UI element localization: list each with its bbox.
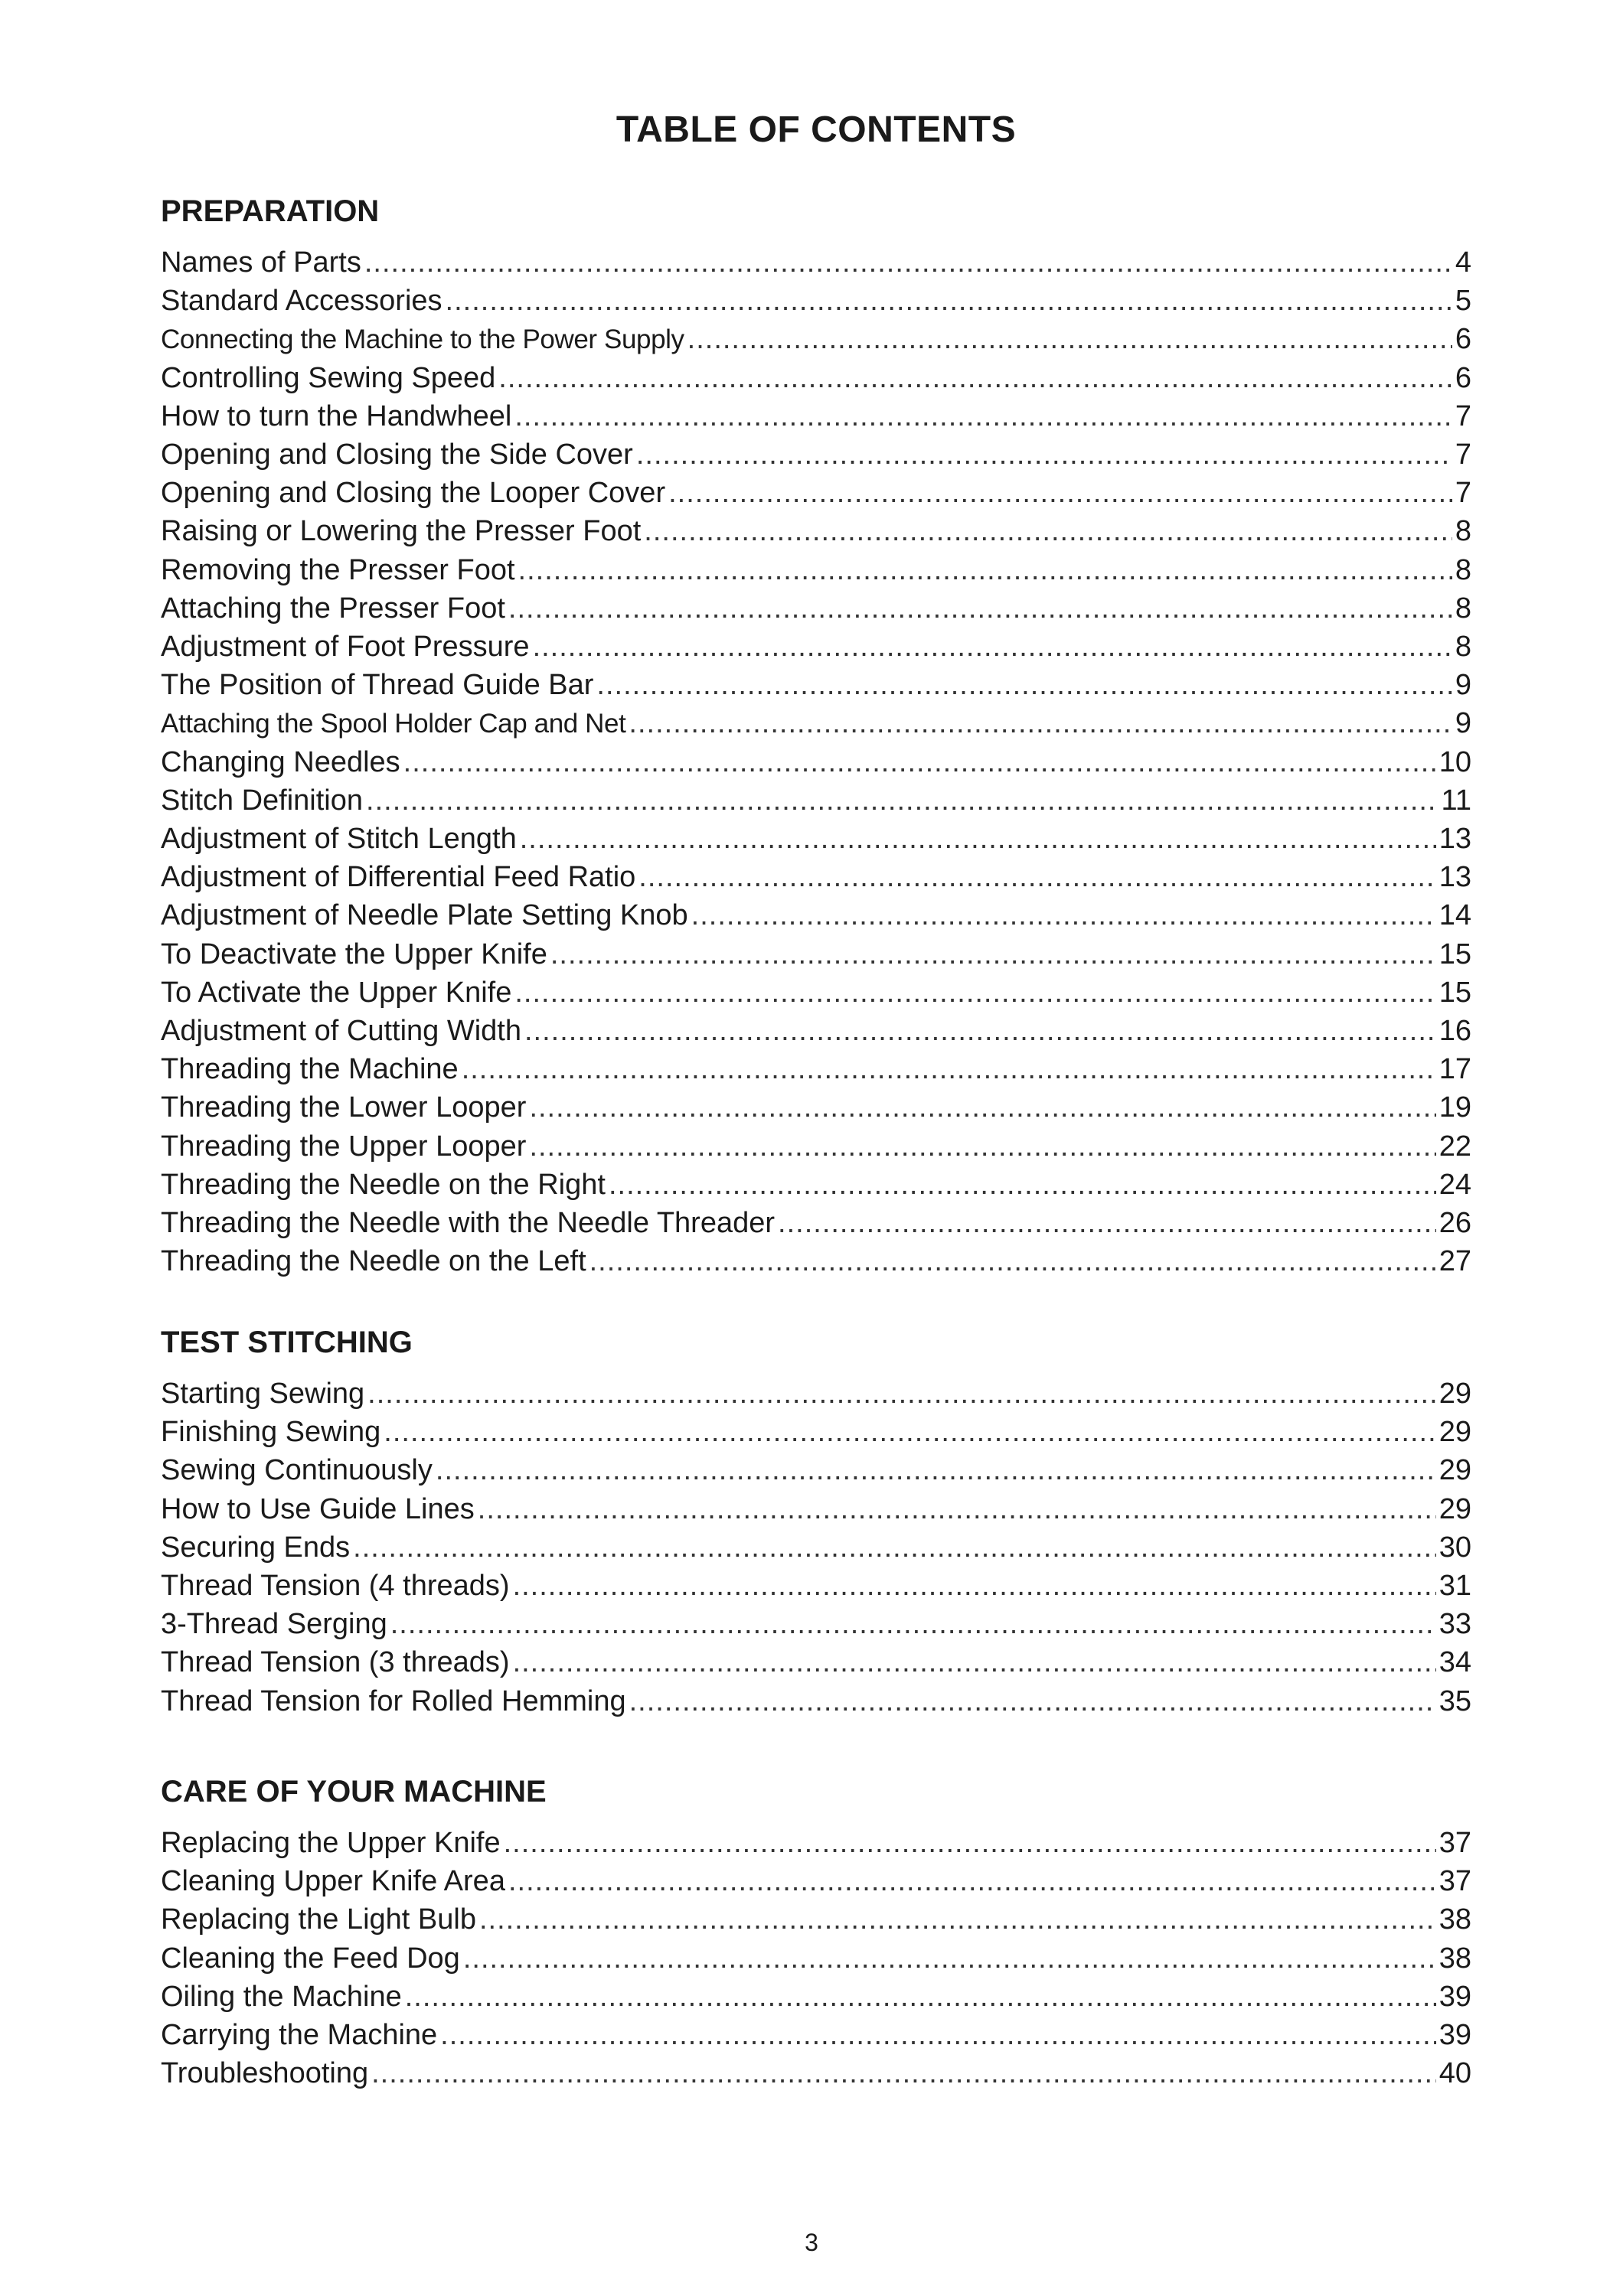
toc-entry-label: Sewing Continuously: [161, 1454, 433, 1487]
toc-entry-label: Finishing Sewing: [161, 1416, 381, 1449]
toc-entry-label: Controlling Sewing Speed: [161, 361, 496, 394]
toc-entry[interactable]: [161, 861, 1471, 899]
toc-entry-label: Cleaning Upper Knife Area: [161, 1865, 505, 1898]
toc-entry-page: 7: [1455, 477, 1471, 510]
dot-leader: [644, 515, 1452, 548]
toc-entry-page: 13: [1438, 861, 1471, 894]
toc-entry[interactable]: [161, 707, 1471, 745]
toc-entry-label: Threading the Lower Looper: [161, 1091, 527, 1124]
dot-leader: [629, 1685, 1436, 1718]
toc-entry[interactable]: [161, 631, 1471, 669]
dot-leader: [367, 1378, 1436, 1411]
toc-entry-label: To Deactivate the Upper Knife: [161, 938, 547, 970]
dot-leader: [589, 1245, 1436, 1278]
toc-entry[interactable]: [161, 823, 1471, 861]
section-heading: TEST STITCHING: [161, 1326, 413, 1359]
toc-entry-page: 30: [1438, 1531, 1471, 1564]
dot-leader: [691, 899, 1436, 932]
toc-entry[interactable]: [161, 1570, 1471, 1608]
toc-entry-label: 3-Thread Serging: [161, 1608, 387, 1641]
dot-leader: [514, 400, 1452, 433]
toc-entry-page: 37: [1438, 1827, 1471, 1859]
toc-entry[interactable]: [161, 439, 1471, 477]
dot-leader: [366, 784, 1438, 817]
toc-entry-page: 26: [1438, 1207, 1471, 1239]
dot-leader: [371, 2057, 1436, 2090]
toc-entry-label: Replacing the Upper Knife: [161, 1827, 501, 1859]
toc-entry-label: Securing Ends: [161, 1531, 351, 1564]
toc-entry-page: 6: [1455, 361, 1471, 394]
toc-entry-page: 15: [1438, 938, 1471, 970]
toc-entry[interactable]: [161, 1245, 1471, 1283]
dot-leader: [478, 1493, 1436, 1526]
dot-leader: [508, 592, 1452, 625]
toc-entry-label: Replacing the Light Bulb: [161, 1903, 476, 1936]
toc-entry-page: 8: [1455, 515, 1471, 548]
toc-entry-page: 27: [1438, 1245, 1471, 1278]
dot-leader: [778, 1207, 1436, 1240]
toc-entry[interactable]: [161, 977, 1471, 1015]
toc-entry[interactable]: [161, 1053, 1471, 1091]
toc-entry[interactable]: [161, 1130, 1471, 1169]
toc-entry-page: 7: [1455, 439, 1471, 471]
toc-entry-page: 8: [1455, 631, 1471, 663]
toc-entry[interactable]: [161, 2057, 1471, 2095]
toc-entry[interactable]: [161, 400, 1471, 439]
dot-leader: [384, 1416, 1435, 1449]
toc-entry-label: Threading the Needle with the Needle Threader: [161, 1207, 776, 1239]
toc-entry[interactable]: [161, 938, 1471, 977]
page-title: TABLE OF CONTENTS: [616, 109, 1017, 150]
toc-entry[interactable]: [161, 592, 1471, 631]
toc-entry[interactable]: [161, 1942, 1471, 1981]
dot-leader: [390, 1608, 1436, 1641]
toc-entry[interactable]: [161, 1015, 1471, 1053]
toc-entry-page: 16: [1438, 1015, 1471, 1047]
toc-entry-page: 34: [1438, 1646, 1471, 1679]
dot-leader: [609, 1169, 1436, 1202]
dot-leader: [514, 977, 1435, 1009]
toc-entry[interactable]: [161, 1608, 1471, 1646]
toc-entry-label: Adjustment of Cutting Width: [161, 1015, 521, 1047]
toc-entry-page: 29: [1438, 1378, 1471, 1410]
toc-entry[interactable]: [161, 362, 1471, 400]
toc-entry[interactable]: [161, 1169, 1471, 1207]
toc-entry[interactable]: [161, 784, 1471, 823]
toc-entry[interactable]: [161, 477, 1471, 515]
toc-entry-page: 38: [1438, 1942, 1471, 1975]
toc-entry[interactable]: [161, 1865, 1471, 1903]
dot-leader: [504, 1827, 1436, 1860]
toc-entry-page: 38: [1438, 1903, 1471, 1936]
toc-entry-label: Stitch Definition: [161, 784, 364, 817]
toc-entry[interactable]: [161, 1685, 1471, 1724]
toc-entry-page: 11: [1441, 784, 1471, 817]
dot-leader: [524, 1015, 1436, 1048]
toc-entry[interactable]: [161, 1207, 1471, 1245]
dot-leader: [687, 323, 1452, 356]
dot-leader: [629, 707, 1452, 740]
toc-entry-page: 40: [1438, 2057, 1471, 2090]
toc-entry-label: Opening and Closing the Side Cover: [161, 439, 633, 471]
toc-entry-page: 9: [1455, 707, 1471, 740]
dot-leader: [520, 823, 1436, 856]
toc-entry[interactable]: [161, 2019, 1471, 2057]
dot-leader: [462, 1053, 1436, 1086]
toc-entry[interactable]: [161, 1531, 1471, 1570]
toc-entry-label: Threading the Upper Looper: [161, 1130, 527, 1163]
dot-leader: [513, 1646, 1436, 1679]
toc-entry-page: 4: [1455, 246, 1471, 279]
dot-leader: [463, 1942, 1436, 1975]
toc-entry-label: Adjustment of Differential Feed Ratio: [161, 861, 636, 894]
toc-entry-label: Changing Needles: [161, 745, 400, 778]
toc-entry[interactable]: [161, 554, 1471, 592]
dot-leader: [638, 861, 1435, 894]
toc-entry-page: 6: [1455, 323, 1471, 356]
page-number: 3: [805, 2229, 818, 2256]
toc-entry-page: 29: [1438, 1416, 1471, 1449]
toc-entry[interactable]: [161, 899, 1471, 938]
toc-entry-page: 17: [1438, 1053, 1471, 1086]
toc-entry-page: 31: [1438, 1570, 1471, 1602]
toc-entry-page: 13: [1438, 823, 1471, 855]
dot-leader: [440, 2019, 1436, 2052]
toc-entry-label: Connecting the Machine to the Power Supply: [161, 325, 684, 355]
toc-entry-page: 7: [1455, 400, 1471, 432]
toc-entry[interactable]: [161, 285, 1471, 323]
toc-entry-page: 22: [1438, 1130, 1471, 1163]
dot-leader: [513, 1570, 1436, 1603]
toc-entry-page: 8: [1455, 553, 1471, 586]
dot-leader: [508, 1865, 1436, 1898]
toc-entry-label: Adjustment of Foot Pressure: [161, 631, 530, 663]
toc-entry-label: Thread Tension (3 threads): [161, 1646, 510, 1679]
toc-entry[interactable]: [161, 1903, 1471, 1942]
toc-entry[interactable]: [161, 1646, 1471, 1684]
toc-entry[interactable]: [161, 746, 1471, 784]
section-heading: PREPARATION: [161, 194, 380, 228]
toc-entry[interactable]: [161, 669, 1471, 707]
toc-entry[interactable]: [161, 1416, 1471, 1454]
toc-entry-page: 14: [1438, 899, 1471, 932]
dot-leader: [529, 1130, 1435, 1163]
dot-leader: [446, 285, 1452, 318]
dot-leader: [405, 1981, 1436, 2014]
toc-entry-label: Adjustment of Stitch Length: [161, 823, 517, 855]
toc-entry-label: Attaching the Spool Holder Cap and Net: [161, 709, 626, 739]
toc-entry-page: 35: [1438, 1684, 1471, 1717]
toc-entry[interactable]: [161, 246, 1471, 285]
toc-entry[interactable]: [161, 1981, 1471, 2019]
dot-leader: [518, 554, 1452, 587]
toc-entry[interactable]: [161, 1493, 1471, 1531]
toc-entry-page: 37: [1438, 1865, 1471, 1898]
dot-leader: [403, 746, 1436, 779]
toc-entry[interactable]: [161, 1378, 1471, 1416]
toc-entry-label: Troubleshooting: [161, 2057, 369, 2090]
toc-entry-label: How to turn the Handwheel: [161, 400, 512, 432]
toc-entry[interactable]: [161, 1827, 1471, 1865]
toc-entry-page: 39: [1438, 2019, 1471, 2051]
toc-entry[interactable]: [161, 1454, 1471, 1492]
toc-entry-page: 5: [1455, 285, 1471, 318]
toc-entry-label: Names of Parts: [161, 246, 361, 279]
toc-entry-label: To Activate the Upper Knife: [161, 976, 512, 1009]
dot-leader: [353, 1531, 1436, 1564]
dot-leader: [550, 938, 1436, 971]
toc-entry-page: 29: [1438, 1454, 1471, 1487]
toc-entry-label: Opening and Closing the Looper Cover: [161, 477, 666, 510]
toc-entry-page: 8: [1455, 592, 1471, 625]
toc-entry-page: 10: [1438, 745, 1471, 778]
dot-leader: [596, 669, 1452, 702]
toc-entry[interactable]: [161, 323, 1471, 361]
toc-entry-page: 9: [1455, 669, 1471, 702]
toc-entry-label: Threading the Machine: [161, 1053, 459, 1086]
dot-leader: [636, 439, 1452, 471]
dot-leader: [436, 1454, 1436, 1487]
dot-leader: [364, 246, 1452, 279]
toc-entry-label: Threading the Needle on the Left: [161, 1245, 586, 1278]
toc-entry-label: Threading the Needle on the Right: [161, 1168, 606, 1201]
toc-entry-page: 33: [1438, 1608, 1471, 1641]
toc-entry-page: 29: [1438, 1492, 1471, 1525]
toc-entry[interactable]: [161, 1091, 1471, 1130]
toc-entry-page: 39: [1438, 1980, 1471, 2013]
toc-entry-page: 15: [1438, 976, 1471, 1009]
toc-entry-label: Standard Accessories: [161, 285, 442, 318]
toc-entry-label: Carrying the Machine: [161, 2019, 438, 2051]
dot-leader: [498, 362, 1452, 395]
toc-entry-label: Thread Tension for Rolled Hemming: [161, 1684, 626, 1717]
section-heading: CARE OF YOUR MACHINE: [161, 1775, 547, 1808]
toc-entry-label: Oiling the Machine: [161, 1980, 402, 2013]
toc-entry-label: Starting Sewing: [161, 1378, 365, 1410]
dot-leader: [533, 631, 1452, 664]
toc-entry[interactable]: [161, 515, 1471, 553]
toc-entry-page: 24: [1438, 1168, 1471, 1201]
dot-leader: [529, 1091, 1435, 1124]
toc-entry-label: Attaching the Presser Foot: [161, 592, 505, 625]
dot-leader: [668, 477, 1452, 510]
toc-entry-label: Thread Tension (4 threads): [161, 1570, 510, 1602]
dot-leader: [479, 1903, 1436, 1936]
toc-entry-label: Raising or Lowering the Presser Foot: [161, 515, 642, 548]
toc-entry-label: How to Use Guide Lines: [161, 1492, 475, 1525]
toc-entry-label: Cleaning the Feed Dog: [161, 1942, 460, 1975]
toc-entry-page: 19: [1438, 1091, 1471, 1124]
toc-entry-label: Removing the Presser Foot: [161, 553, 515, 586]
toc-entry-label: Adjustment of Needle Plate Setting Knob: [161, 899, 688, 932]
toc-entry-label: The Position of Thread Guide Bar: [161, 669, 594, 702]
